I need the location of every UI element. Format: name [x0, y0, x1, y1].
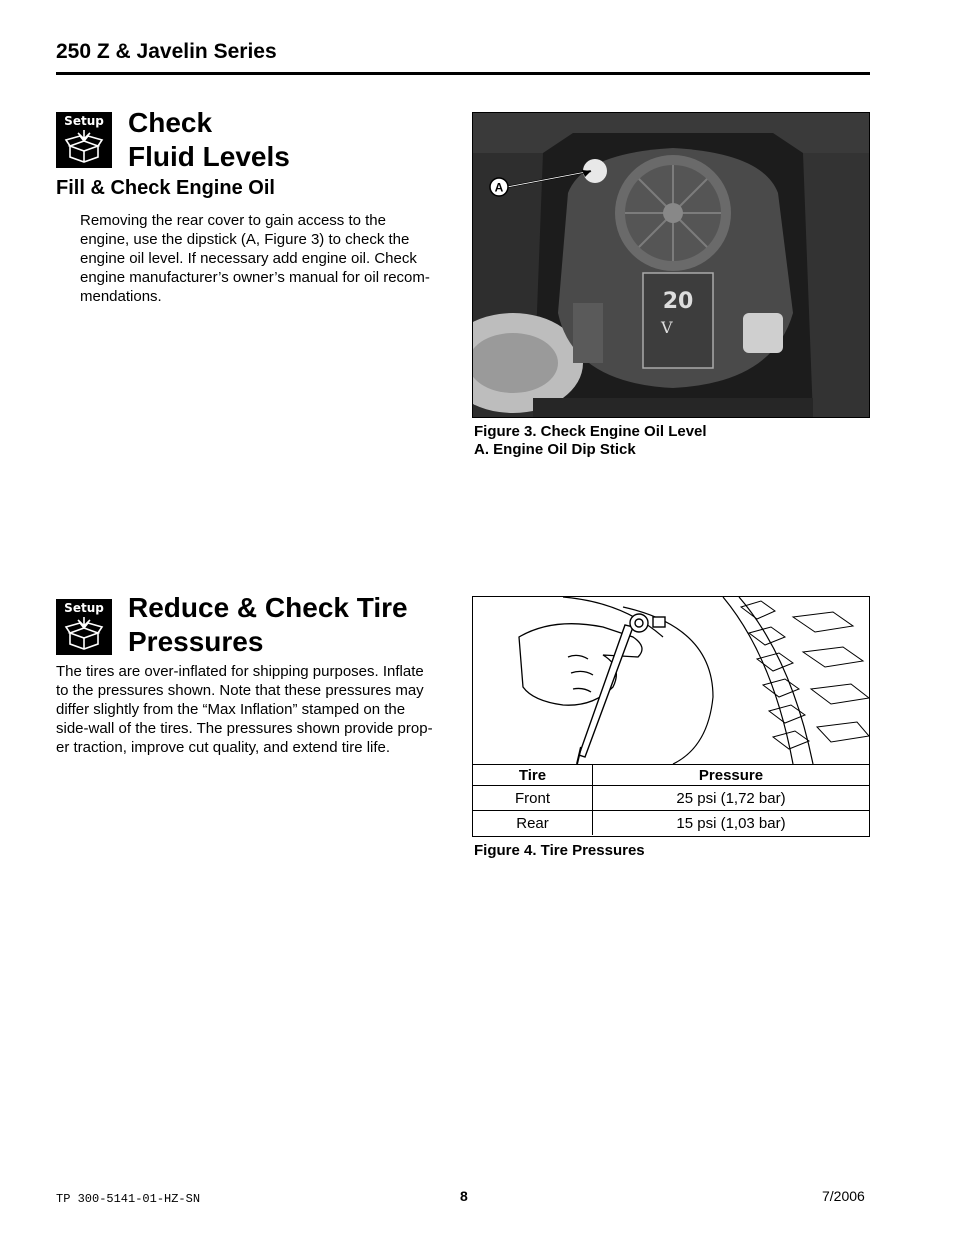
page-number: 8 — [460, 1188, 468, 1204]
table-header-row — [473, 765, 869, 786]
column-header-pressure: Pressure — [593, 765, 870, 786]
table-row — [473, 786, 869, 811]
column-header-tire: Tire — [473, 765, 593, 786]
publication-date: 7/2006 — [822, 1188, 865, 1204]
table-cell: Rear — [473, 811, 593, 836]
tire-pressure-figure — [472, 596, 870, 837]
setup-icon-label: Setup — [64, 114, 104, 128]
tire-pressure-instructions: The tires are over-inflated for shipping purposes. Inflate to the pressures shown. Note that these pressures may differ slightly from the “Max Inflation” stamped on the side-wall of the tires. The pressures shown provide prop- er traction, improve cut quality, and extend tire life. — [56, 663, 433, 756]
engine-badge: 20 — [662, 289, 694, 314]
figure-4-caption: Figure 4. Tire Pressures — [474, 842, 645, 859]
section-title-fluid-levels: Check Fluid Levels — [128, 107, 290, 172]
table-cell: Front — [473, 786, 593, 811]
document-number: TP 300-5141-01-HZ-SN — [56, 1192, 201, 1206]
section-title-tire-pressures: Reduce & Check Tire Pressures — [128, 592, 408, 657]
tire-pressure-table — [473, 764, 869, 835]
figure-3-caption: Figure 3. Check Engine Oil Level A. Engine Oil Dip Stick — [474, 423, 707, 458]
subheading-engine-oil: Fill & Check Engine Oil — [56, 177, 275, 199]
callout-a: A — [494, 180, 504, 195]
engine-photo — [472, 112, 870, 418]
table-cell: 15 psi (1,03 bar) — [593, 811, 870, 836]
box-icon — [64, 616, 104, 650]
header-rule — [56, 72, 870, 75]
setup-icon-label: Setup — [64, 601, 104, 615]
engine-oil-instructions: Removing the rear cover to gain access to the engine, use the dipstick (A, Figure 3) to check the engine oil level. If necessary add engine oil. Check engine manufacturer’s owner’s manual for oil recom- mendations. — [80, 212, 430, 305]
setup-icon — [56, 112, 112, 168]
box-icon — [64, 129, 104, 163]
table-row — [473, 811, 869, 836]
table-cell: 25 psi (1,72 bar) — [593, 786, 870, 811]
series-title: 250 Z & Javelin Series — [56, 40, 277, 63]
tire-gauge-illustration — [473, 597, 869, 764]
svg-text:V: V — [661, 318, 673, 337]
setup-icon — [56, 599, 112, 655]
